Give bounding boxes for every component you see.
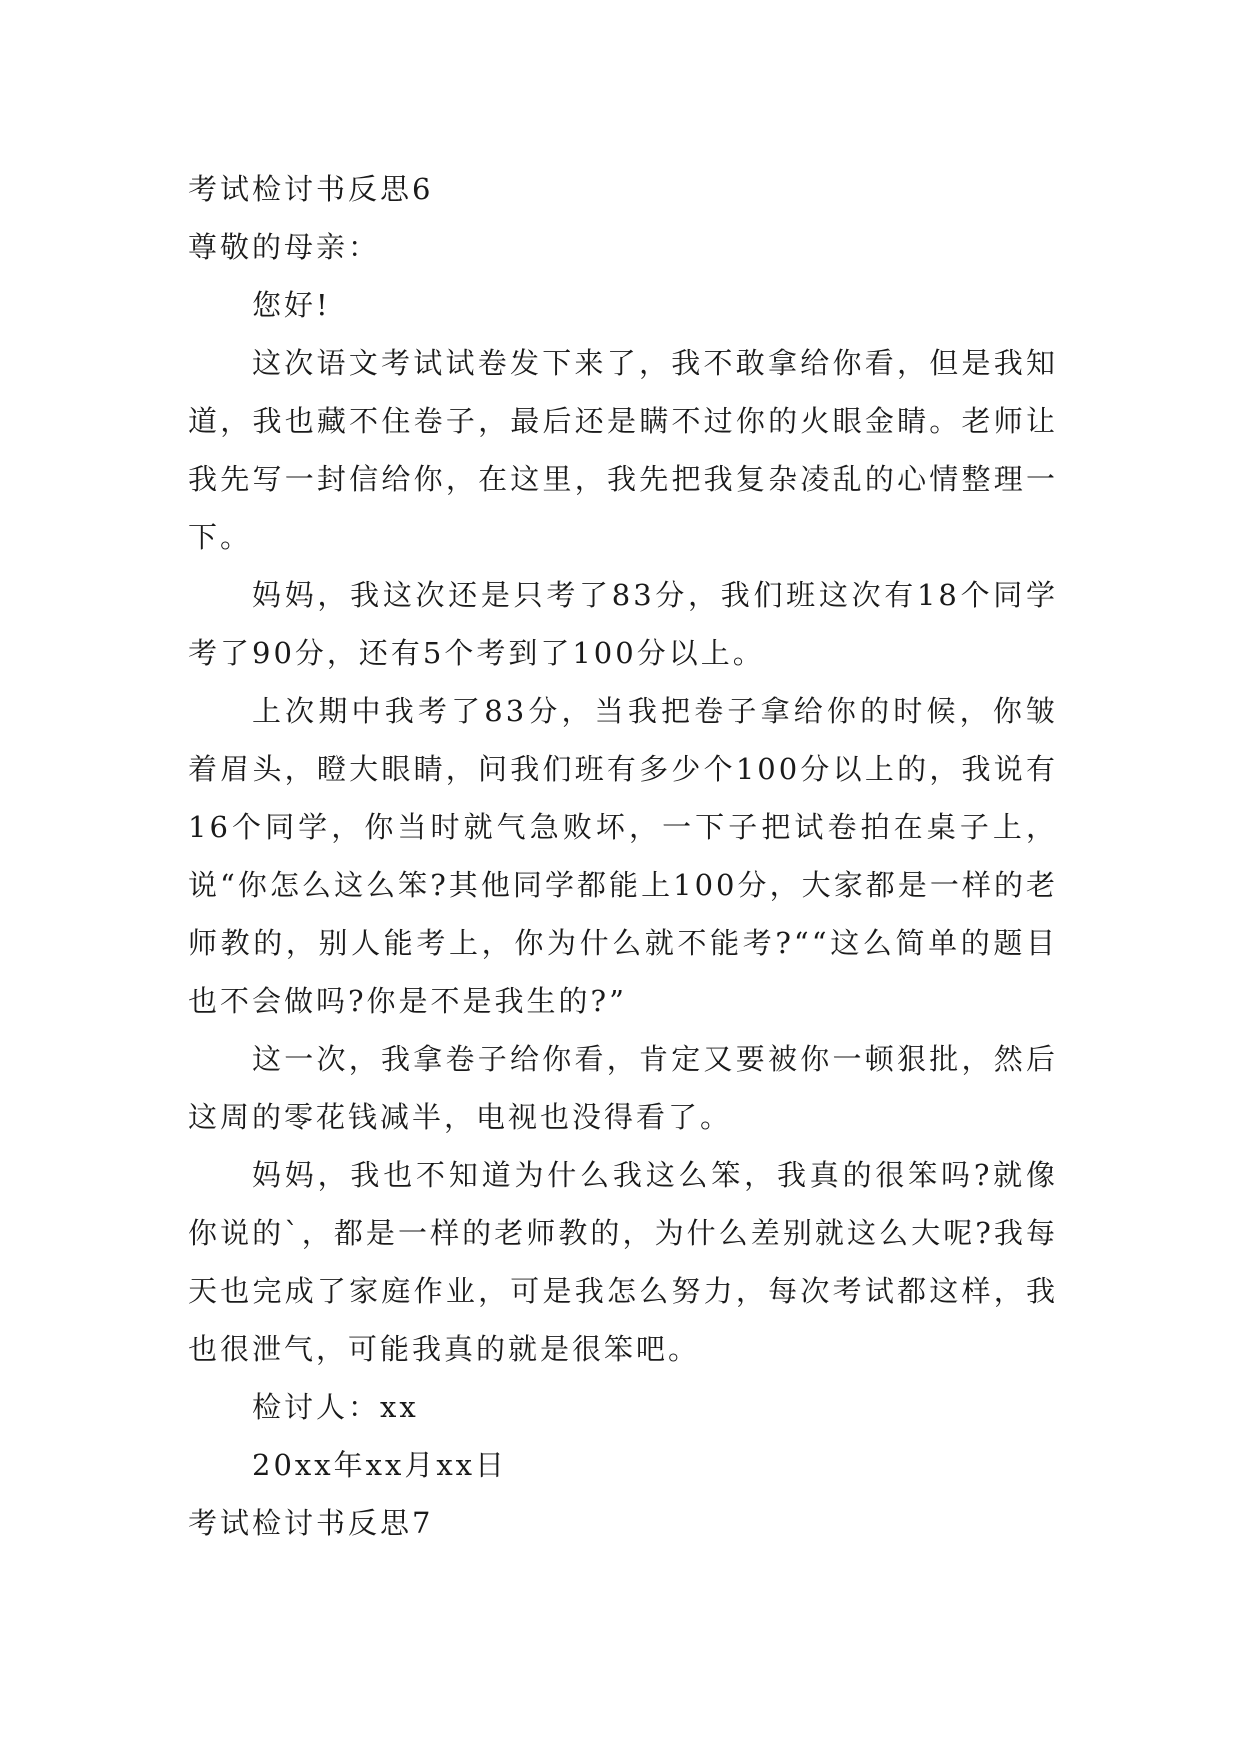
section-heading-7: 考试检讨书反思7 xyxy=(188,1506,434,1540)
paragraph-3: 上次期中我考了83分，当我把卷子拿给你的时候，你皱着眉头，瞪大眼睛，问我们班有多少个100分以上的，我说有16个同学，你当时就气急败坏，一下子把试卷拍在桌子上，说“你怎么这么笨?其他同学都能上100分，大家都是一样的老师教的，别人能考上，你为什么就不能考?““这么简单的题目也不会做吗?你是不是我生的?” xyxy=(188,694,1058,1018)
greeting: 您好! xyxy=(252,288,331,322)
date: 20xx年xx月xx日 xyxy=(252,1448,508,1482)
paragraph-5: 妈妈，我也不知道为什么我这么笨，我真的很笨吗?就像你说的`，都是一样的老师教的，为什么差别就这么大呢?我每天也完成了家庭作业，可是我怎么努力，每次考试都这样，我也很泄气，可能我真的就是很笨吧。 xyxy=(188,1158,1058,1366)
section-heading-6: 考试检讨书反思6 xyxy=(188,172,434,206)
signer: 检讨人：xx xyxy=(252,1390,419,1424)
paragraph-1: 这次语文考试试卷发下来了，我不敢拿给你看，但是我知道，我也藏不住卷子，最后还是瞒不过你的火眼金睛。老师让我先写一封信给你，在这里，我先把我复杂凌乱的心情整理一下。 xyxy=(188,346,1058,554)
paragraph-2: 妈妈，我这次还是只考了83分，我们班这次有18个同学考了90分，还有5个考到了100分以上。 xyxy=(188,578,1058,670)
document-body xyxy=(188,160,1058,1552)
paragraph-4: 这一次，我拿卷子给你看，肯定又要被你一顿狠批，然后这周的零花钱减半，电视也没得看了。 xyxy=(188,1042,1058,1134)
salutation: 尊敬的母亲： xyxy=(188,230,381,264)
